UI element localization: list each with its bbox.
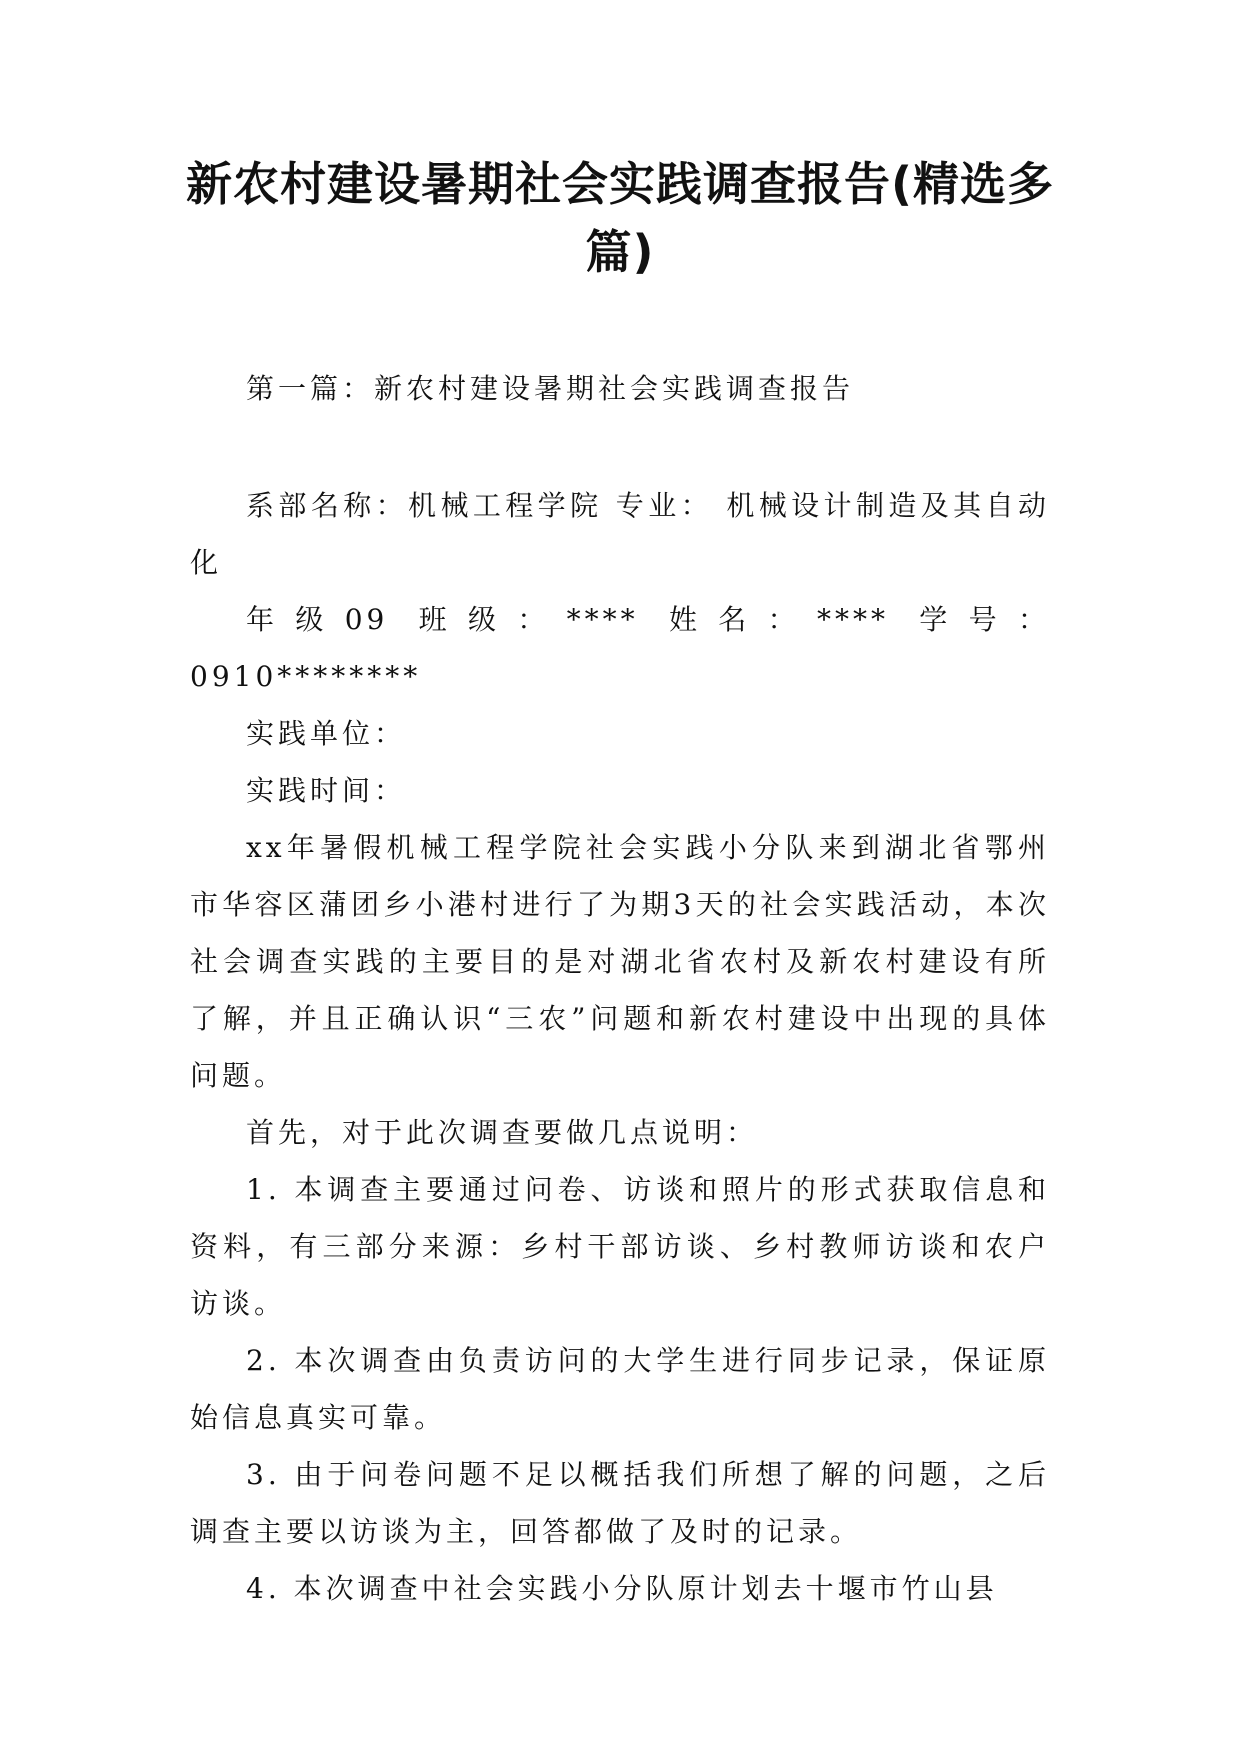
practice-unit-line: 实践单位： [246,717,407,750]
note-item-2: 2. 本次调查由负责访问的大学生进行同步记录，保证原始信息真实可靠。 [190,1344,1050,1434]
section-heading: 第一篇：新农村建设暑期社会实践调查报告 [246,372,855,405]
department-line: 系部名称：机械工程学院 专业： 机械设计制造及其自动化 [190,489,1050,579]
document-body [190,360,1050,1617]
note-item-4: 4. 本次调查中社会实践小分队原计划去十堰市竹山县 [246,1572,998,1605]
note-item-3: 3. 由于问卷问题不足以概括我们所想了解的问题，之后调查主要以访谈为主，回答都做了及时的记录。 [190,1458,1050,1548]
document-title: 新农村建设暑期社会实践调查报告(精选多篇) [185,157,1055,279]
note-item-1: 1. 本调查主要通过问卷、访谈和照片的形式获取信息和资料，有三部分来源：乡村干部访谈、乡村教师访谈和农户访谈。 [190,1173,1050,1320]
spacer [190,417,1050,477]
intro-paragraph: xx年暑假机械工程学院社会实践小分队来到湖北省鄂州市华容区蒲团乡小港村进行了为期3天的社会实践活动，本次社会调查实践的主要目的是对湖北省农村及新农村建设有所了解，并且正确认识“三农”问题和新农村建设中出现的具体问题。 [190,831,1050,1092]
notes-intro: 首先，对于此次调查要做几点说明： [246,1116,759,1149]
practice-time-line: 实践时间： [246,774,407,807]
student-info-line: 年级09 班级：**** 姓名：**** 学号：0910******** [190,603,1050,693]
